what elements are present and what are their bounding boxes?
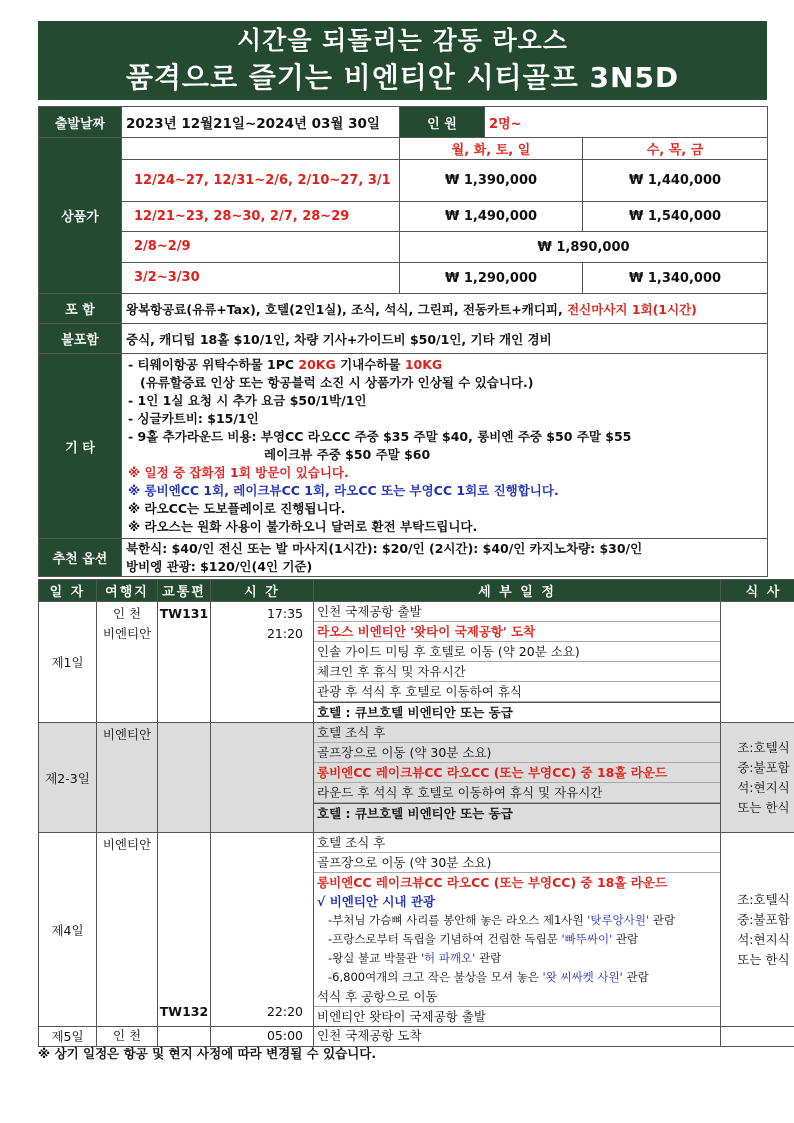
day4-row <box>39 833 794 1027</box>
day1-place-to: 비엔티안 <box>102 626 152 641</box>
day1-place <box>97 602 158 723</box>
tour-item: -왕실 불교 박물관 '허 파깨오' 관람 <box>328 951 502 965</box>
footnote: ※ 상기 일정은 항공 및 현지 사정에 따라 변경될 수 있습니다. <box>38 1046 377 1061</box>
detail-line: 골프장으로 이동 (약 30분 소요) <box>314 853 720 873</box>
meal-dinner-alt: 또는 한식 <box>737 951 790 967</box>
recommend-line: 방비엥 관광: $120/인(4인 기준) <box>126 558 313 574</box>
people-label: 인 원 <box>400 107 485 138</box>
meal-lunch: 중:불포함 <box>737 911 790 927</box>
etc-line: (유류할증료 인상 또는 항공블럭 소진 시 상품가가 인상될 수 있습니다.) <box>140 375 534 390</box>
exclude-label: 불포함 <box>39 324 122 354</box>
title-banner <box>38 21 767 100</box>
recommend-content <box>122 539 768 577</box>
detail-line: 석식 후 공항으로 이동 <box>314 987 720 1007</box>
day5-time: 05:00 <box>211 1027 314 1047</box>
price-a: ₩ 1,490,000 <box>400 202 583 232</box>
recommend-label: 추천 옵션 <box>39 539 122 577</box>
day23-meals <box>721 723 794 833</box>
header-transport: 교통편 <box>158 580 211 602</box>
meal-dinner: 석:현지식 <box>737 931 790 947</box>
header-meal: 식 사 <box>721 580 794 602</box>
departure-value: 2023년 12월21일~2024년 03월 30일 <box>122 107 400 138</box>
day23-date: 제2-3일 <box>39 723 97 833</box>
day5-date: 제5일 <box>39 1027 97 1047</box>
price-period: 3/2~3/30 <box>122 263 400 294</box>
header-detail: 세 부 일 정 <box>314 580 721 602</box>
etc-content <box>122 354 768 539</box>
detail-line: 호텔 조식 후 <box>314 723 720 743</box>
etc-notice: ※ 라오CC는 도보플레이로 진행됩니다. <box>128 501 346 516</box>
price-b: ₩ 1,440,000 <box>583 160 768 202</box>
detail-line: 롱비엔CC 레이크뷰CC 라오CC (또는 부영CC) 중 18홀 라운드 <box>314 763 720 783</box>
detail-line: 체크인 후 휴식 및 자유시간 <box>314 662 720 682</box>
banner-line-2: 품격으로 즐기는 비엔티안 시티골프 3N5D <box>125 61 680 94</box>
detail-line: 롱비엔CC 레이크뷰CC 라오CC (또는 부영CC) 중 18홀 라운드 <box>317 875 668 890</box>
day23-detail <box>314 723 721 833</box>
price-period: 12/21~23, 28~30, 2/7, 28~29 <box>122 202 400 232</box>
day1-time-dep: 17:35 <box>266 606 303 621</box>
detail-line: 관광 후 석식 후 호텔로 이동하여 휴식 <box>314 682 720 702</box>
price-col-b-header: 수, 목, 금 <box>583 138 768 160</box>
day1-detail <box>314 602 721 723</box>
price-a: ₩ 1,390,000 <box>400 160 583 202</box>
etc-line: - 1인 1실 요청 시 추가 요금 $50/1박/1인 <box>128 393 367 408</box>
exclude-value: 중식, 캐디팁 18홀 $10/1인, 차량 기사+가이드비 $50/1인, 기타 개인 경비 <box>122 324 768 354</box>
day4-place: 비엔티안 <box>97 833 158 1027</box>
day23-place: 비엔티안 <box>97 723 158 833</box>
recommend-line: 북한식: $40/인 전신 또는 발 마사지(1시간): $20/인 (2시간): $40/인 카지노차량: $30/인 <box>126 540 643 556</box>
etc-notice: ※ 롱비엔CC 1회, 레이크뷰CC 1회, 라오CC 또는 부영CC 1회로 진행합니다. <box>128 483 559 498</box>
day1-place-from: 인 천 <box>112 606 142 621</box>
day1-time <box>211 602 314 723</box>
departure-label: 출발날짜 <box>39 107 122 138</box>
etc-label: 기 타 <box>39 354 122 539</box>
meal-dinner: 석:현지식 <box>737 779 790 795</box>
header-date: 일 자 <box>39 580 97 602</box>
tour-item: -6,800여개의 크고 작은 불상을 모셔 놓은 '왓 씨싸켓 사원' 관람 <box>328 970 649 984</box>
day23-row <box>39 723 794 833</box>
include-text: 왕복항공료(유류+Tax), 호텔(2인1실), 조식, 석식, 그린피, 전동카트+캐디피, <box>126 301 563 317</box>
etc-notice: ※ 라오스는 원화 사용이 불가하오니 달러로 환전 부탁드립니다. <box>128 519 478 534</box>
tour-item: -부처님 가슴뼈 사리를 봉안해 놓은 라오스 제1사원 '탓루앙사원' 관람 <box>328 913 675 927</box>
detail-line: 인솔 가이드 미팅 후 호텔로 이동 (약 20분 소요) <box>314 642 720 662</box>
day1-flight: TW131 <box>158 602 211 723</box>
detail-line: 라오스 비엔티안 '왓타이 국제공항' 도착 <box>314 622 720 642</box>
day4-flight: TW132 <box>158 833 211 1027</box>
detail-line: 인천 국제공항 출발 <box>314 602 720 622</box>
include-label: 포 함 <box>39 294 122 324</box>
detail-line: 라운드 후 석식 후 호텔로 이동하여 휴식 및 자유시간 <box>314 783 720 803</box>
etc-line: - 싱글카트비: $15/1인 <box>128 411 259 426</box>
day1-row <box>39 602 794 723</box>
banner-line-1: 시간을 되돌리는 감동 라오스 <box>237 26 568 55</box>
meal-breakfast: 조:호텔식 <box>737 891 790 907</box>
tour-item: -프랑스로부터 독립을 기념하여 건립한 독립문 '빠뚜싸이' 관람 <box>328 932 639 946</box>
day5-place: 인 천 <box>97 1027 158 1047</box>
etc-line: 레이크뷰 주중 $50 주말 $60 <box>264 447 431 462</box>
price-period: 12/24~27, 12/31~2/6, 2/10~27, 3/1 <box>122 160 400 202</box>
header-place: 여행지 <box>97 580 158 602</box>
schedule-table <box>38 579 794 1047</box>
detail-line: 비엔티안 왓타이 국제공항 출발 <box>317 1009 486 1024</box>
price-a: ₩ 1,290,000 <box>400 263 583 294</box>
detail-line: 골프장으로 이동 (약 30분 소요) <box>314 743 720 763</box>
meal-lunch: 중:불포함 <box>737 759 790 775</box>
product-info-table <box>38 106 768 577</box>
include-highlight: 전신마사지 1회(1시간) <box>567 301 697 317</box>
price-col-a-header: 월, 화, 토, 일 <box>400 138 583 160</box>
header-time: 시 간 <box>211 580 314 602</box>
day4-time: 22:20 <box>211 833 314 1027</box>
detail-line: 호텔 조식 후 <box>314 833 720 853</box>
price-single: ₩ 1,890,000 <box>400 232 768 263</box>
price-b: ₩ 1,540,000 <box>583 202 768 232</box>
day4-date: 제4일 <box>39 833 97 1027</box>
hotel-line: 호텔 : 큐브호텔 비엔티안 또는 동급 <box>314 803 720 823</box>
price-period: 2/8~2/9 <box>122 232 400 263</box>
etc-notice: ※ 일정 중 잡화점 1회 방문이 있습니다. <box>128 465 349 480</box>
include-value <box>122 294 768 324</box>
price-b: ₩ 1,340,000 <box>583 263 768 294</box>
city-tour-line: √ 비엔티안 시내 관광 <box>317 894 435 909</box>
etc-baggage: - 티웨이항공 위탁수하물 1PC 20KG 기내수하물 10KG <box>128 357 443 372</box>
day1-date: 제1일 <box>39 602 97 723</box>
day1-time-arr: 21:20 <box>266 626 303 641</box>
day4-meals <box>721 833 794 1027</box>
etc-line: - 9홀 추가라운드 비용: 부영CC 라오CC 주중 $35 주말 $40, 롱비엔 주중 $50 주말 $55 <box>128 429 632 444</box>
meal-dinner-alt: 또는 한식 <box>737 799 790 815</box>
meal-breakfast: 조:호텔식 <box>737 739 790 755</box>
hotel-line: 호텔 : 큐브호텔 비엔티안 또는 동급 <box>314 702 720 722</box>
detail-line: 인천 국제공항 도착 <box>317 1028 422 1043</box>
day4-detail <box>314 833 721 1027</box>
price-label: 상품가 <box>39 138 122 294</box>
people-value: 2명~ <box>485 107 768 138</box>
